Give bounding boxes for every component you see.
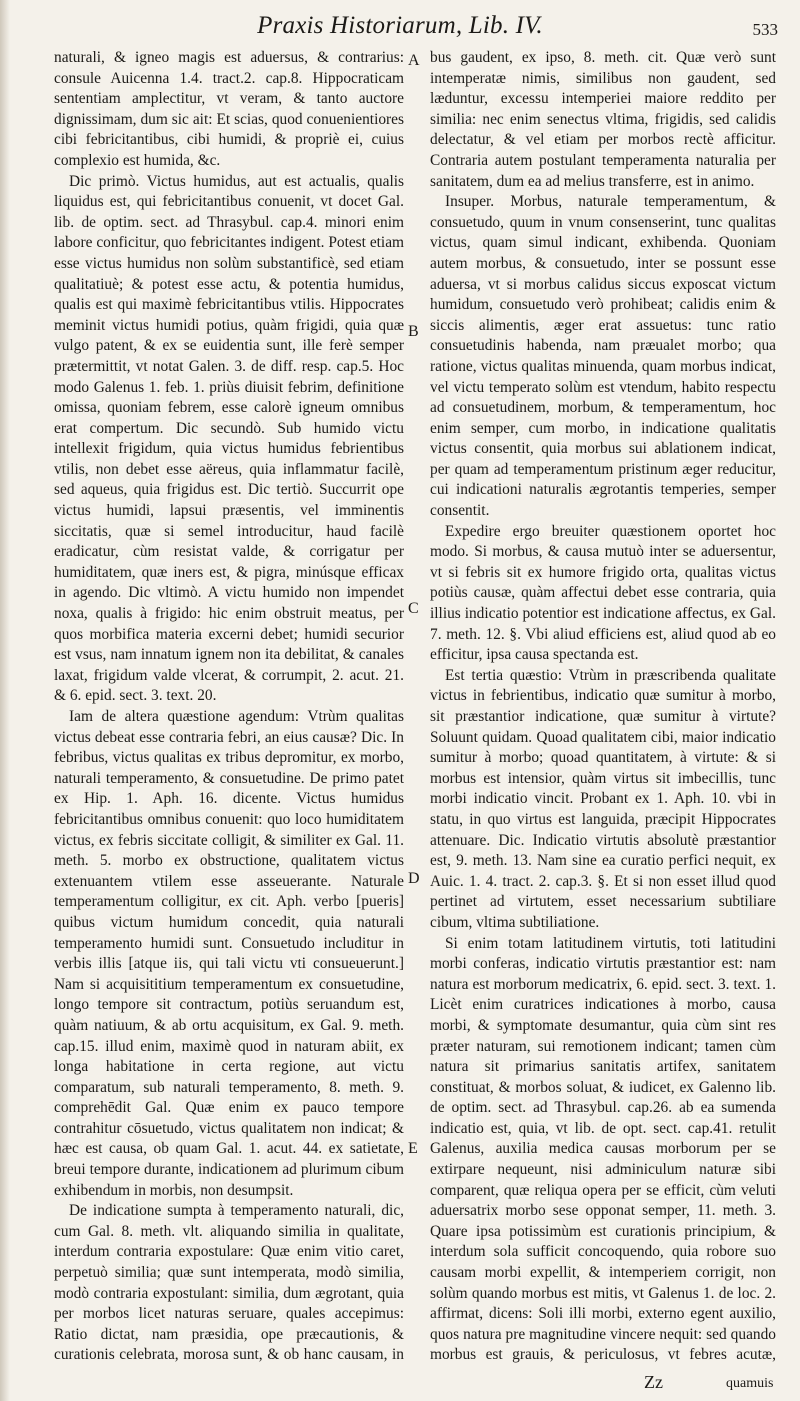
page-spine-shadow: [0, 0, 10, 1401]
page-header: [0, 10, 800, 50]
catchword: quamuis: [726, 1376, 774, 1391]
margin-marker: D: [408, 870, 420, 887]
paragraph: naturali, & igneo magis est aduersus, & contrarius: consule Auicenna 1.4. tract.2. cap.8. Hippocraticam sententiam amplectitur, vt veram, & tanto auctore dignissimam, dum sic ait: Et scias, quod conuenientiores cibi febricitantibus, cibi humidi, & propriè ei, cuius complexio est humida, &c.: [54, 49, 404, 169]
page-number: 533: [752, 20, 778, 39]
margin-marker: A: [408, 52, 420, 69]
paragraph: Insuper. Morbus, naturale temperamentum, & consuetudo, quum in vnum consenserint, tunc qualitas victus, quam simul indicant, exhibenda. Quoniam autem morbus, & consuetudo, inter se possunt esse aduersa, vt si morbus calidus siccus exposcat victum humidum, consuetudo verò prohibeat; calidis enim & siccis alimentis, æger erat assuetus: tunc ratio consuetudinis habenda, nam præualet morbo; qua ratione, victus qualitas minuenda, quam morbus indicat, vel victu temperato solùm est vtendum, habito respectu ad consuetudinem, morbum, & temperamentum, hoc enim semper, cum morbo, in indicatione qualitatis victus consentit, quia morbus sui ablationem indicat, per quam ad temperamentum pristinum æger reducitur, cui indicationi naturalis ægrotantis temperies, semper consentit.: [430, 193, 776, 520]
margin-marker: C: [408, 600, 419, 617]
signature-mark: Zz: [644, 1372, 663, 1392]
running-title: Praxis Historiarum, Lib. IV.: [257, 12, 543, 39]
margin-marker: B: [408, 323, 419, 340]
paragraph: Est tertia quæstio: Vtrùm in præscribenda qualitate victus in febrientibus, indicatio quæ sumitur à morbo, sit præstantior indicatione, quæ sumitur à virtute? Soluunt quidam. Quoad qualitatem cibi, maior indicatio sumitur à morbo; quoad quantitatem, à virtute: & si morbus est intensior, quàm virtus sit imbecillis, tunc morbi indicatio vincit. Probant ex 1. Aph. 10. vbi in statu, in quo virtus est languida, præcipit Hippocrates attenuare. Dic. Indicatio virtutis absolutè præstantior est, 9. meth. 13. Nam sine ea curatio perfici nequit, ex Auic. 1. 4. tract. 2. cap.3. §. Et si non esset illud quod pertinet ad virtutem, esset necessarium subtiliare cibum, vltima subtiliatione.: [430, 666, 776, 931]
paragraph: Si enim totam latitudinem virtutis, toti latitudini morbi conferas, indicatio virtutis præstantior est: nam natura est morborum medicatrix, 6. epid. sect. 3. text. 1. Licèt enim curatrices indicationes à morbo, causa morbi, & symptomate desumantur, quia cùm sint res præter naturam, sui remotionem indicant; tamen cùm natura sit primarius sanitatis artifex, sanitatem constituat, & morbos soluat, & iudicet, ex Galenno lib. de optim. sect. ad Thrasybul. cap.26. ab ea sumenda indicatio est, quia, vt lib. de opt. sect. cap.41. retulit Galenus, auxilia medica causas morborum per se extirpare nequeunt, nisi adminiculum naturæ sibi comparent, quæ reliqua opera per se efficit, cùm veluti aduersatrix morbo sese opponat semper, 11. meth. 3. Quare ipsa potissimùm est curationis principium, & interdum sola sufficit concoquendo, quia robore suo causam morbi expellit, & intemperiem corrigit, non solùm quando morbus est mitis, vt Galenus 1. de loc. 2. affirmat, dicens: Soli illi morbi, externo egent auxilio, quos natura pre magnitudine vincere nequit: sed quando morbus est grauis, & periculosus, vt febres acutæ,: [430, 934, 776, 1364]
left-column: [54, 48, 404, 1368]
margin-marker: E: [408, 1140, 418, 1157]
paragraph: De indicatione sumpta à temperamento naturali, dic, cum Gal. 8. meth. vlt. aliquando similia in qualitate, interdum contraria expostulare: Quæ enim vitio caret, perpetuò similia; quæ sunt intemperata, modò similia, modò contraria expostulant: similia, dum ægrotant, quia per morbos licet naturas seruare, quales accepimus: Ratio dictat, nam præsidia, ope præcautionis, & curationis celebrata, morosa sunt, & ob hanc causam, in: [54, 1202, 404, 1364]
paragraph: Iam de altera quæstione agendum: Vtrùm qualitas victus debeat esse contraria febri, an eius causæ? Dic. In febribus, victus qualitas ex tribus depromitur, ex morbo, naturali temperamento, & consuetudine. De primo patet ex Hip. 1. Aph. 16. dicente. Victus humidus febricitantibus omnibus conuenit: quo loco humiditatem victus, ex febris siccitate colligit, & similiter ex Gal. 11. meth. 5. morbo ex obstructione, qualitatem victus extenuantem vtilem esse asseuerante. Naturale temperamentum colligitur, ex cit. Aph. verbo [pueris] quibus victum humidum concedit, quia naturali temperamento humidi sunt. Consuetudo includitur in verbis illis [atque iis, qui tali victu vti consueuerunt.] Nam si acquisititium temperamentum ex consuetudine, longo tempore sit contractum, potiùs seruandum est, quàm natiuum, & ab ortu acquisitum, ex Gal. 9. meth. cap.15. illud enim, maximè quod in naturam abiit, ex longa habitatione in certa regione, aut victu comparatum, sub naturali temperamento, 8. meth. 9. comprehēdit Gal. Quæ enim ex pauco tempore contrahitur cōsuetudo, victus qualitatem non indicat; & hæc est causa, ob quam Gal. 1. acut. 44. ex satietate, breui tempore durante, indicationem ad plurimum cibum exhibendum in morbis, non desumpsit.: [54, 708, 404, 1199]
right-column: [430, 48, 776, 1368]
paragraph: Expedire ergo breuiter quæstionem oportet hoc modo. Si morbus, & causa mutuò inter se aduersentur, vt si febris sit ex humore frigido orta, qualitas victus potiùs causæ, quàm affectui debet esse contraria, quia illius indicatio potentior est indicatione affectus, ex Gal. 7. meth. 12. §. Vbi aliud efficiens est, aliud quod ab eo efficitur, ipsa causa spectanda est.: [430, 522, 776, 664]
paragraph: bus gaudent, ex ipso, 8. meth. cit. Quæ verò sunt intemperatæ nimis, similibus non gaudent, sed læduntur, excessu intemperiei maiore reddito per similia: nec enim senectus vltima, frigidis, sed calidis delectatur, & vel etiam per morbos rectè afficitur. Contraria autem postulant temperamenta naturalia per sanitatem, dum ea ad melius transferre, est in animo.: [430, 49, 776, 190]
paragraph: Dic primò. Victus humidus, aut est actualis, qualis liquidus est, qui febricitantibus conuenit, vt docet Gal. lib. de optim. sect. ad Thrasybul. cap.4. minori enim labore conficitur, quo febricitantes indigent. Potest etiam esse victus humidus non solùm substantificè, sed etiam qualitatiuè; & potest esse actu, & potentia humidus, qualis est qui maximè febricitantibus vtilis. Hippocrates meminit victus humidi potius, quàm frigidi, quia quæ vulgo patent, & ex se euidentia sunt, ille ferè semper prætermittit, vt notat Galen. 3. de diff. resp. cap.5. Hoc modo Galenus 1. feb. 1. priùs diuisit febrim, definitione omissa, quoniam febrem, esse calorè igneum omnibus erat compertum. Dic secundò. Sub humido victu intellexit frigidum, quia victus humidus febrientibus vtilis, non debet esse aëreus, quia inflammatur facilè, sed aqueus, quia frigidus est. Dic tertiò. Succurrit ope victus humidi, lapsui præsentis, vel imminentis siccitatis, quæ si semel introducitur, haud facilè eradicatur, cùm resistat valde, & corrigatur per humiditatem, quæ iners est, & pigra, minúsque efficax in agendo. Dic vltimò. A victu humido non impendet noxa, qualis à frigido: hic enim obstruit meatus, per quos morbifica materia excerni debet; humidi securior est vsus, nam innatum ignem non ita debilitat, & canales laxat, frigidum valde vlcerat, & corrumpit, 2. acut. 21. & 6. epid. sect. 3. text. 20.: [54, 172, 404, 705]
